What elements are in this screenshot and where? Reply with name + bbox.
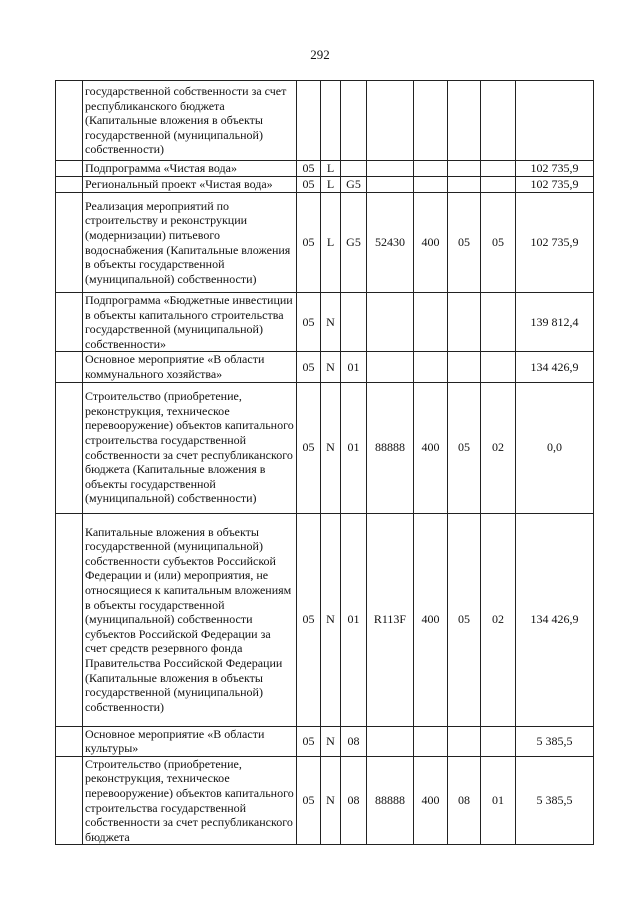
target-code-cell: [367, 177, 414, 193]
expense-type-cell: [414, 352, 448, 382]
program-code-cell: N: [321, 382, 341, 513]
item-name-cell: Реализация мероприятий по строительству и реконструкции (модернизации) питьевого водоснабжения (Капитальные вложения в объекты государственной (муниципальной) собственности): [83, 193, 297, 293]
amount-cell: 134 426,9: [516, 513, 594, 726]
row-spacer-cell: [56, 756, 83, 845]
subsection-code-cell: 02: [481, 513, 516, 726]
section-code-cell: 05: [297, 352, 321, 382]
subprogram-code-cell: 08: [341, 756, 367, 845]
subsection-code-cell: 05: [481, 193, 516, 293]
subsection-code-cell: 02: [481, 382, 516, 513]
item-name-cell: Подпрограмма «Чистая вода»: [83, 161, 297, 177]
amount-cell: 134 426,9: [516, 352, 594, 382]
section-code-cell: 05: [297, 177, 321, 193]
table-body: [56, 81, 594, 845]
target-code-cell: 88888: [367, 382, 414, 513]
table-row: [56, 352, 594, 382]
amount-cell: [516, 81, 594, 161]
item-name-cell: Основное мероприятие «В области коммунального хозяйства»: [83, 352, 297, 382]
row-spacer-cell: [56, 513, 83, 726]
chapter-code-cell: [448, 352, 481, 382]
item-name-cell: Региональный проект «Чистая вода»: [83, 177, 297, 193]
row-spacer-cell: [56, 193, 83, 293]
section-code-cell: 05: [297, 193, 321, 293]
table-row: [56, 756, 594, 845]
table-row: [56, 382, 594, 513]
expense-type-cell: [414, 177, 448, 193]
subprogram-code-cell: [341, 293, 367, 352]
chapter-code-cell: [448, 726, 481, 756]
subprogram-code-cell: 08: [341, 726, 367, 756]
target-code-cell: [367, 352, 414, 382]
target-code-cell: [367, 161, 414, 177]
chapter-code-cell: 05: [448, 193, 481, 293]
table-row: [56, 161, 594, 177]
amount-cell: 0,0: [516, 382, 594, 513]
target-code-cell: [367, 726, 414, 756]
expense-type-cell: 400: [414, 382, 448, 513]
chapter-code-cell: [448, 81, 481, 161]
row-spacer-cell: [56, 352, 83, 382]
program-code-cell: N: [321, 293, 341, 352]
chapter-code-cell: 08: [448, 756, 481, 845]
section-code-cell: 05: [297, 161, 321, 177]
chapter-code-cell: [448, 161, 481, 177]
row-spacer-cell: [56, 177, 83, 193]
program-code-cell: L: [321, 193, 341, 293]
amount-cell: 102 735,9: [516, 177, 594, 193]
section-code-cell: 05: [297, 293, 321, 352]
item-name-cell: Строительство (приобретение, реконструкция, техническое перевооружение) объектов капитального строительства государственной собственности за счет республиканского бюджета (Капитальные вложения в объекты государственной (муниципальной) собственности): [83, 382, 297, 513]
table-row: [56, 513, 594, 726]
program-code-cell: [321, 81, 341, 161]
subprogram-code-cell: [341, 161, 367, 177]
item-name-cell: Основное мероприятие «В области культуры»: [83, 726, 297, 756]
subsection-code-cell: [481, 293, 516, 352]
subprogram-code-cell: G5: [341, 177, 367, 193]
row-spacer-cell: [56, 293, 83, 352]
table-row: [56, 177, 594, 193]
section-code-cell: [297, 81, 321, 161]
expense-type-cell: 400: [414, 756, 448, 845]
program-code-cell: L: [321, 177, 341, 193]
row-spacer-cell: [56, 81, 83, 161]
subsection-code-cell: [481, 161, 516, 177]
amount-cell: 5 385,5: [516, 726, 594, 756]
row-spacer-cell: [56, 726, 83, 756]
expense-type-cell: 400: [414, 513, 448, 726]
row-spacer-cell: [56, 382, 83, 513]
subprogram-code-cell: 01: [341, 352, 367, 382]
page-number: 292: [310, 47, 330, 62]
subprogram-code-cell: G5: [341, 193, 367, 293]
item-name-cell: Капитальные вложения в объекты государственной (муниципальной) собственности субъектов Российской Федерации и (или) мероприятия, не относящиеся к капитальным вложениям в объекты государственной (муниципальной) собственности субъектов Российской Федерации за счет средств резервного фонда Правительства Российской Федерации (Капитальные вложения в объекты государственной (муниципальной) собственности): [83, 513, 297, 726]
expense-type-cell: 400: [414, 193, 448, 293]
section-code-cell: 05: [297, 382, 321, 513]
item-name-cell: Подпрограмма «Бюджетные инвестиции в объекты капитального строительства государственной (муниципальной) собственности»: [83, 293, 297, 352]
section-code-cell: 05: [297, 513, 321, 726]
subsection-code-cell: [481, 177, 516, 193]
amount-cell: 5 385,5: [516, 756, 594, 845]
section-code-cell: 05: [297, 726, 321, 756]
subprogram-code-cell: 01: [341, 513, 367, 726]
program-code-cell: N: [321, 756, 341, 845]
item-name-cell: Строительство (приобретение, реконструкция, техническое перевооружение) объектов капитального строительства государственной собственности за счет республиканского бюджета: [83, 756, 297, 845]
chapter-code-cell: [448, 293, 481, 352]
target-code-cell: 88888: [367, 756, 414, 845]
section-code-cell: 05: [297, 756, 321, 845]
table-row: [56, 81, 594, 161]
target-code-cell: [367, 293, 414, 352]
chapter-code-cell: [448, 177, 481, 193]
table-row: [56, 193, 594, 293]
expense-type-cell: [414, 726, 448, 756]
item-name-cell: государственной собственности за счет республиканского бюджета (Капитальные вложения в объекты государственной (муниципальной) собственности): [83, 81, 297, 161]
program-code-cell: L: [321, 161, 341, 177]
expense-type-cell: [414, 81, 448, 161]
program-code-cell: N: [321, 726, 341, 756]
subsection-code-cell: [481, 726, 516, 756]
amount-cell: 102 735,9: [516, 161, 594, 177]
target-code-cell: [367, 81, 414, 161]
amount-cell: 102 735,9: [516, 193, 594, 293]
table-row: [56, 293, 594, 352]
program-code-cell: N: [321, 513, 341, 726]
amount-cell: 139 812,4: [516, 293, 594, 352]
budget-table: [55, 80, 594, 845]
target-code-cell: 52430: [367, 193, 414, 293]
expense-type-cell: [414, 161, 448, 177]
program-code-cell: N: [321, 352, 341, 382]
table-row: [56, 726, 594, 756]
subsection-code-cell: [481, 352, 516, 382]
chapter-code-cell: 05: [448, 513, 481, 726]
target-code-cell: R113F: [367, 513, 414, 726]
expense-type-cell: [414, 293, 448, 352]
subprogram-code-cell: [341, 81, 367, 161]
subprogram-code-cell: 01: [341, 382, 367, 513]
subsection-code-cell: [481, 81, 516, 161]
row-spacer-cell: [56, 161, 83, 177]
subsection-code-cell: 01: [481, 756, 516, 845]
chapter-code-cell: 05: [448, 382, 481, 513]
